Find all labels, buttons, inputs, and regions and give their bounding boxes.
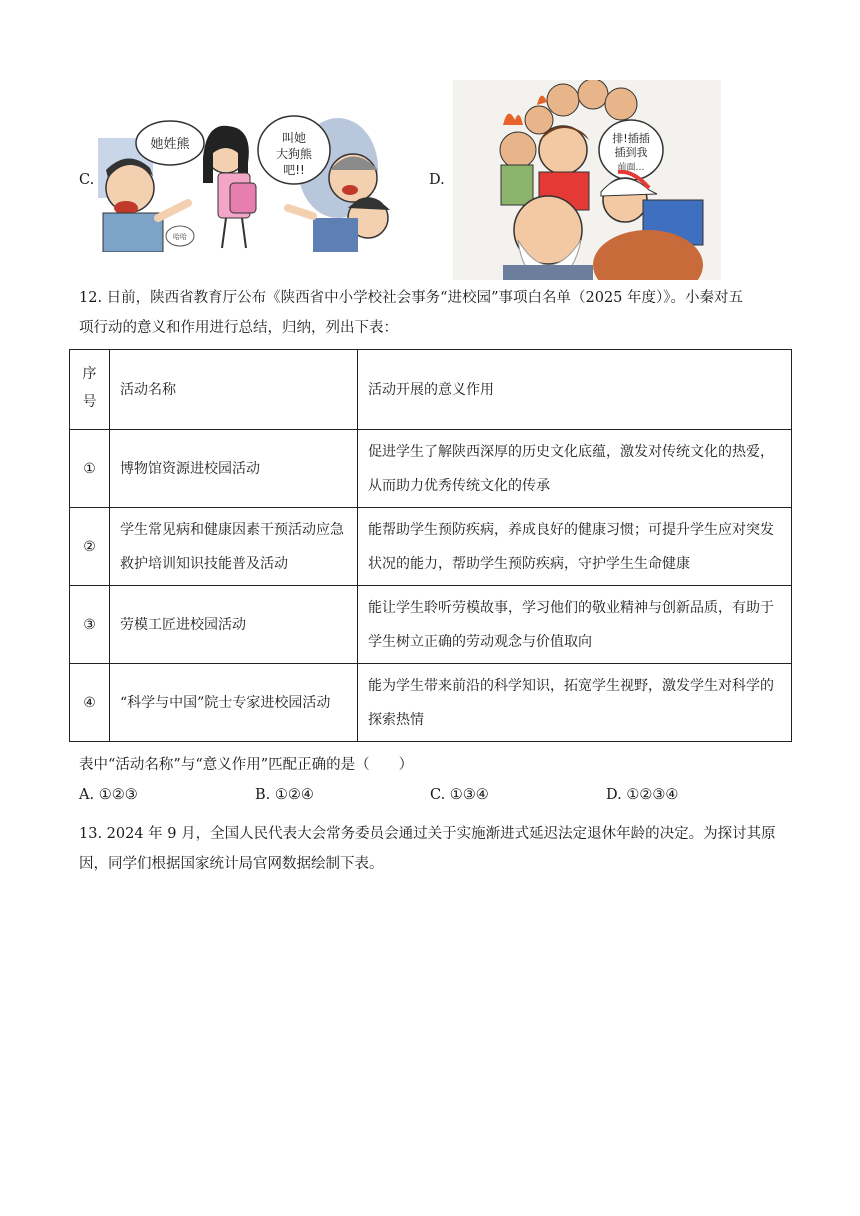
row-activity-name: 学生常见病和健康因素干预活动应急救护培训知识技能普及活动 <box>110 508 358 586</box>
q13-stem-line1: 13. 2024 年 9 月，全国人民代表大会常务委员会通过关于实施渐进式延迟法定退休年龄的决定。为探讨其原 <box>79 826 776 842</box>
row-activity-name: 博物馆资源进校园活动 <box>110 430 358 508</box>
row-activity-effect: 能为学生带来前沿的科学知识，拓宽学生视野，激发学生对科学的探索热情 <box>358 664 792 742</box>
header-num: 序号 <box>82 366 97 410</box>
row-activity-effect: 能让学生聆听劳模故事，学习他们的敬业精神与创新品质，有助于学生树立正确的劳动观念与价值取向 <box>358 586 792 664</box>
option-c-cartoon-image <box>98 108 396 252</box>
activity-table <box>69 349 792 742</box>
q13-stem-line2: 因，同学们根据国家统计局官网数据绘制下表。 <box>79 856 384 872</box>
table-row <box>70 508 792 586</box>
row-num: ② <box>70 508 110 586</box>
svg-text:大狗熊: 大狗熊 <box>275 147 313 161</box>
svg-text:排!插插: 排!插插 <box>612 132 650 145</box>
row-activity-name: 劳模工匠进校园活动 <box>110 586 358 664</box>
table-row <box>70 586 792 664</box>
choice-c[interactable]: C. ①③④ <box>430 787 489 803</box>
row-num: ④ <box>70 664 110 742</box>
bubble-c-3: 哈哈 <box>173 233 187 241</box>
q12-stem-line2: 项行动的意义和作用进行总结，归纳，列出下表： <box>79 320 398 336</box>
table-row <box>70 430 792 508</box>
row-activity-name: “科学与中国”院士专家进校园活动 <box>110 664 358 742</box>
choice-a[interactable]: A. ①②③ <box>79 787 138 803</box>
option-d-cartoon-image <box>453 80 721 280</box>
option-c-label: C. <box>79 172 95 188</box>
choice-d[interactable]: D. ①②③④ <box>606 787 679 803</box>
row-activity-effect: 促进学生了解陕西深厚的历史文化底蕴，激发对传统文化的热爱，从而助力优秀传统文化的传承 <box>358 430 792 508</box>
svg-text:吧!!: 吧!! <box>283 163 305 177</box>
q12-stem-line1: 12. 日前，陕西省教育厅公布《陕西省中小学校社会事务“进校园”事项白名单（2025 年度）》。小秦对五 <box>79 290 744 306</box>
svg-text:叫她: 叫她 <box>281 131 307 145</box>
q12-question: 表中“活动名称”与“意义作用”匹配正确的是（ ） <box>79 757 414 773</box>
header-name-cell: 活动名称 <box>110 350 358 430</box>
header-effect-cell: 活动开展的意义作用 <box>358 350 792 430</box>
row-activity-effect: 能帮助学生预防疾病，养成良好的健康习惯；可提升学生应对突发状况的能力，帮助学生预防疾病，守护学生生命健康 <box>358 508 792 586</box>
option-d-label: D. <box>429 172 445 188</box>
svg-text:插到我: 插到我 <box>614 146 648 159</box>
row-num: ③ <box>70 586 110 664</box>
row-num: ① <box>70 430 110 508</box>
svg-text:前面…: 前面… <box>617 163 645 173</box>
header-num-cell <box>70 350 110 430</box>
choice-b[interactable]: B. ①②④ <box>255 787 314 803</box>
table-row <box>70 664 792 742</box>
table-header-row <box>70 350 792 430</box>
bubble-c-1: 她姓熊 <box>150 137 190 152</box>
